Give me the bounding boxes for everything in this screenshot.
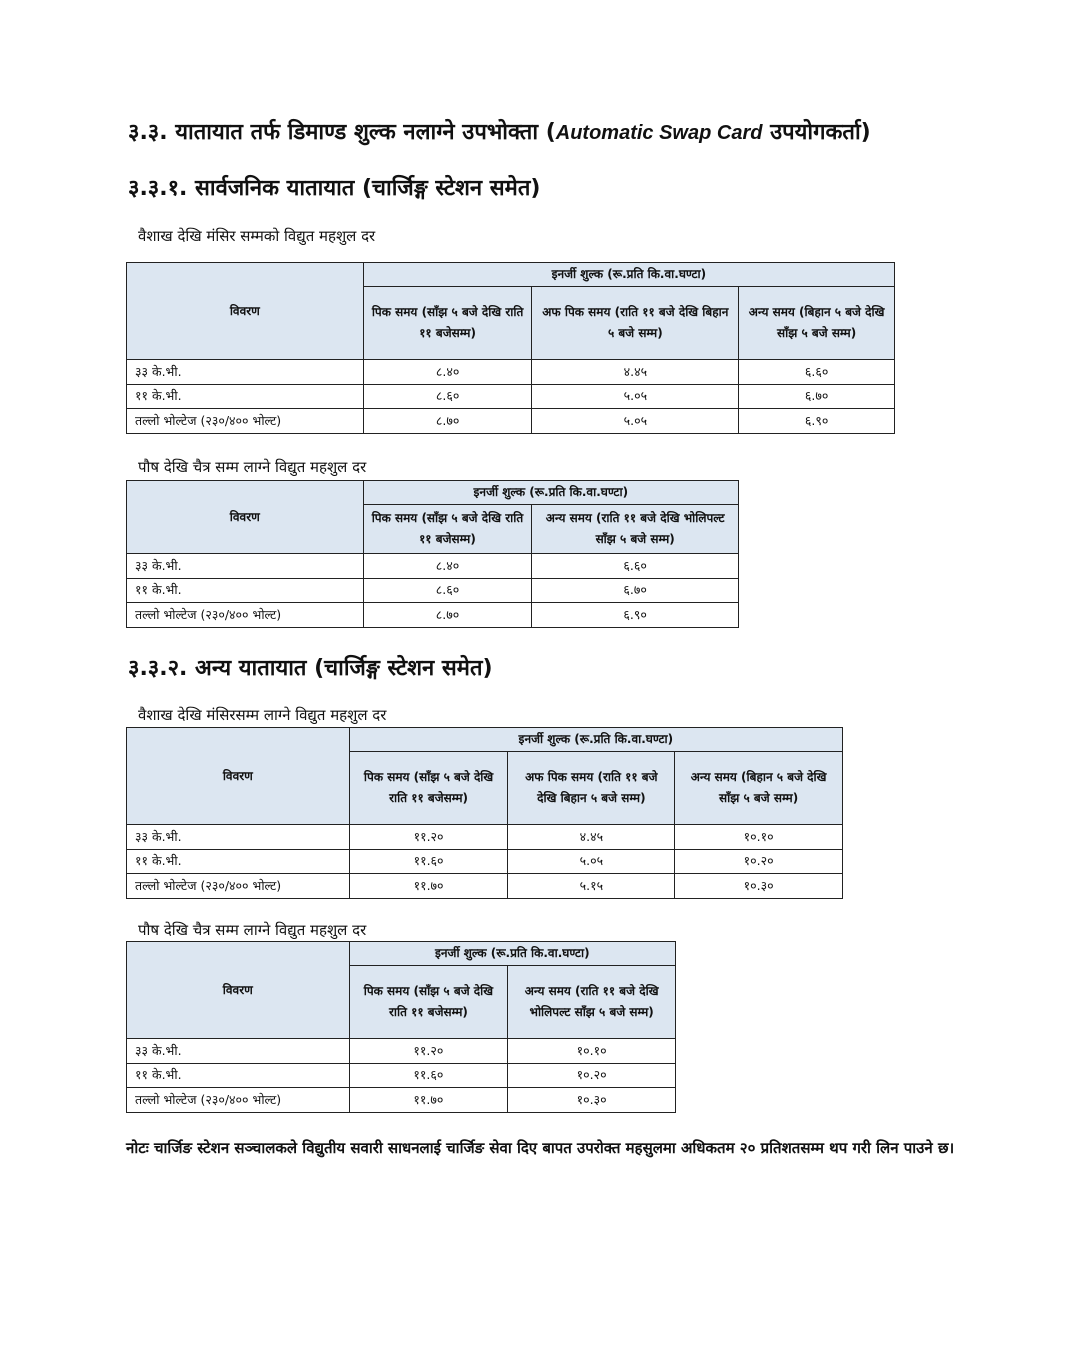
s1t2-group-header: इनर्जी शुल्क (रू.प्रति कि.वा.घण्टा): [363, 481, 738, 505]
s1-table2: [126, 480, 739, 628]
s1t2-col-other: अन्य समय (राति ११ बजे देखि भोलिपल्ट साँझ ५ बजे सम्म): [532, 505, 739, 554]
cell-value: ५.०५: [532, 384, 739, 409]
table-row: [127, 1063, 676, 1088]
main-heading: [128, 116, 871, 146]
cell-value: १०.३०: [508, 1088, 676, 1113]
cell-value: ११.७०: [349, 1088, 508, 1113]
main-heading-suffix: उपयोगकर्ता): [762, 120, 871, 145]
cell-value: ८.६०: [363, 578, 532, 603]
s2t1-col-description: विवरण: [127, 728, 350, 825]
table-row: [127, 1088, 676, 1113]
row-label: तल्लो भोल्टेज (२३०/४०० भोल्ट): [127, 874, 350, 899]
row-label: ३३ के.भी.: [127, 825, 350, 850]
s1t1-col-offpeak: अफ पिक समय (राति ११ बजे देखि बिहान ५ बजे सम्म): [532, 287, 739, 360]
s1t1-col-description: विवरण: [127, 263, 364, 360]
cell-value: ८.४०: [363, 360, 532, 385]
s2t1-col-other: अन्य समय (बिहान ५ बजे देखि साँझ ५ बजे सम्म): [675, 752, 843, 825]
cell-value: ८.७०: [363, 603, 532, 628]
s2-table2: [126, 941, 676, 1113]
s1t1-col-peak: पिक समय (साँझ ५ बजे देखि राति ११ बजेसम्म): [363, 287, 532, 360]
s1t1-col-other: अन्य समय (बिहान ५ बजे देखि साँझ ५ बजे सम्म): [739, 287, 895, 360]
table-row: [127, 849, 843, 874]
row-label: ३३ के.भी.: [127, 1039, 350, 1064]
cell-value: ११.२०: [349, 825, 508, 850]
row-label: ११ के.भी.: [127, 1063, 350, 1088]
cell-value: १०.२०: [508, 1063, 676, 1088]
table-row: [127, 554, 739, 579]
cell-value: ६.९०: [739, 409, 895, 434]
cell-value: ६.७०: [739, 384, 895, 409]
s1t2-col-peak: पिक समय (साँझ ५ बजे देखि राति ११ बजेसम्म): [363, 505, 532, 554]
s2t1-col-offpeak: अफ पिक समय (राति ११ बजे देखि बिहान ५ बजे सम्म): [508, 752, 675, 825]
cell-value: ११.६०: [349, 849, 508, 874]
s2t1-group-header: इनर्जी शुल्क (रू.प्रति कि.वा.घण्टा): [349, 728, 842, 752]
s2t2-group-header: इनर्जी शुल्क (रू.प्रति कि.वा.घण्टा): [349, 942, 675, 966]
cell-value: ११.२०: [349, 1039, 508, 1064]
s1t1-group-header: इनर्जी शुल्क (रू.प्रति कि.वा.घण्टा): [363, 263, 894, 287]
section2-heading: ३.३.२. अन्य यातायात (चार्जिङ्ग स्टेशन समेत): [128, 656, 493, 681]
row-label: ११ के.भी.: [127, 578, 364, 603]
cell-value: ८.७०: [363, 409, 532, 434]
s1-table1-caption: वैशाख देखि मंसिर सम्मको विद्युत महशुल दर: [138, 227, 376, 245]
footnote: नोटः चार्जिङ स्टेशन सञ्चालकले विद्युतीय सवारी साधनलाई चार्जिङ सेवा दिए बापत उपरोक्त महसुलमा अधिकतम २० प्रतिशतसम्म थप गरी लिन पाउने छ।: [126, 1139, 955, 1157]
table-row: [127, 409, 895, 434]
cell-value: ६.९०: [532, 603, 739, 628]
cell-value: १०.२०: [675, 849, 843, 874]
row-label: तल्लो भोल्टेज (२३०/४०० भोल्ट): [127, 409, 364, 434]
table-row: [127, 825, 843, 850]
s2t2-col-description: विवरण: [127, 942, 350, 1039]
s2t2-col-peak: पिक समय (साँझ ५ बजे देखि राति ११ बजेसम्म): [349, 966, 508, 1039]
cell-value: ४.४५: [508, 825, 675, 850]
cell-value: ८.६०: [363, 384, 532, 409]
cell-value: ५.०५: [532, 409, 739, 434]
cell-value: ६.६०: [532, 554, 739, 579]
s1-table2-caption: पौष देखि चैत्र सम्म लाग्ने विद्युत महशुल दर: [138, 458, 367, 476]
row-label: तल्लो भोल्टेज (२३०/४०० भोल्ट): [127, 1088, 350, 1113]
row-label: ३३ के.भी.: [127, 360, 364, 385]
main-heading-english: Automatic Swap Card: [555, 122, 763, 144]
table-row: [127, 1039, 676, 1064]
cell-value: ५.०५: [508, 849, 675, 874]
main-heading-prefix: ३.३. यातायात तर्फ डिमाण्ड शुल्क नलाग्ने उपभोक्ता (: [128, 120, 556, 145]
s2t2-col-other: अन्य समय (राति ११ बजे देखि भोलिपल्ट साँझ ५ बजे सम्म): [508, 966, 676, 1039]
s2-table1: [126, 727, 843, 899]
cell-value: ५.१५: [508, 874, 675, 899]
table-row: [127, 384, 895, 409]
s2-table1-caption: वैशाख देखि मंसिरसम्म लाग्ने विद्युत महशुल दर: [138, 706, 387, 724]
s2t1-col-peak: पिक समय (साँझ ५ बजे देखि राति ११ बजेसम्म): [349, 752, 508, 825]
s1-table1: [126, 262, 895, 434]
cell-value: ८.४०: [363, 554, 532, 579]
s2-table2-caption: पौष देखि चैत्र सम्म लाग्ने विद्युत महशुल दर: [138, 921, 367, 939]
row-label: तल्लो भोल्टेज (२३०/४०० भोल्ट): [127, 603, 364, 628]
cell-value: १०.१०: [508, 1039, 676, 1064]
row-label: ११ के.भी.: [127, 849, 350, 874]
cell-value: ६.७०: [532, 578, 739, 603]
table-row: [127, 874, 843, 899]
cell-value: ११.७०: [349, 874, 508, 899]
cell-value: १०.१०: [675, 825, 843, 850]
table-row: [127, 578, 739, 603]
row-label: ११ के.भी.: [127, 384, 364, 409]
s1t2-col-description: विवरण: [127, 481, 364, 554]
cell-value: १०.३०: [675, 874, 843, 899]
cell-value: ४.४५: [532, 360, 739, 385]
section1-heading: ३.३.१. सार्वजनिक यातायात (चार्जिङ्ग स्टेशन समेत): [128, 176, 541, 201]
cell-value: ६.६०: [739, 360, 895, 385]
table-row: [127, 360, 895, 385]
cell-value: ११.६०: [349, 1063, 508, 1088]
row-label: ३३ के.भी.: [127, 554, 364, 579]
table-row: [127, 603, 739, 628]
